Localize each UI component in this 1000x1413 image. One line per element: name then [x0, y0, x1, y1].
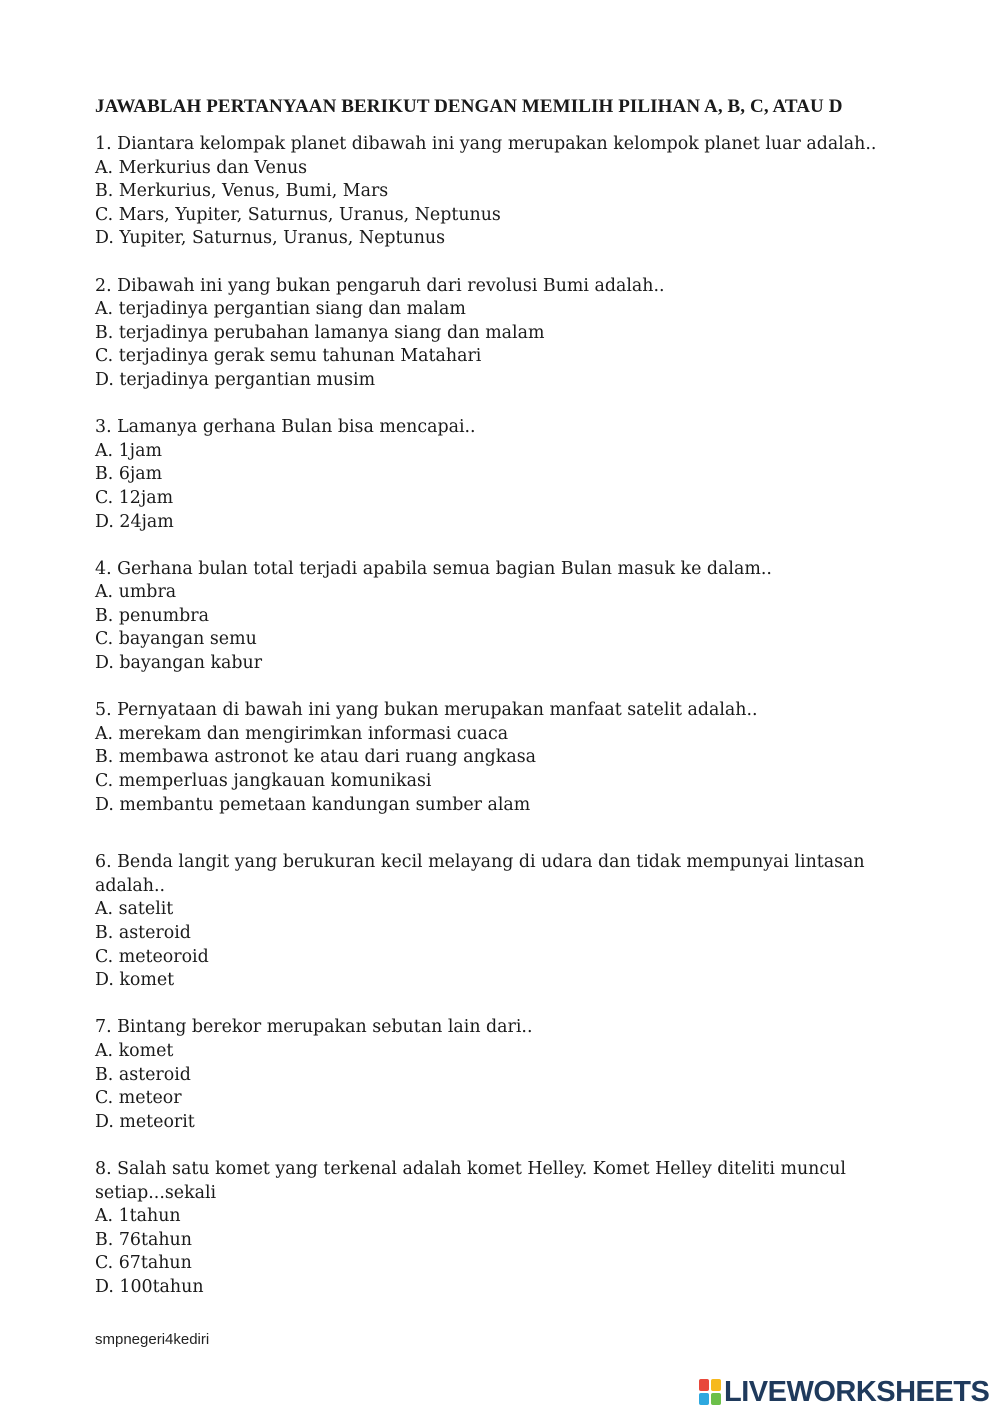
option-a[interactable]: A. Merkurius dan Venus — [95, 157, 308, 178]
option-b[interactable]: B. asteroid — [95, 923, 191, 943]
logo-square-2 — [711, 1379, 721, 1391]
option-b[interactable]: B. Merkurius, Venus, Bumi, Mars — [95, 181, 389, 202]
option-d[interactable]: D. meteorit — [95, 1111, 195, 1132]
question-7 — [95, 1016, 915, 1134]
option-c[interactable]: C. terjadinya gerak semu tahunan Matahari — [95, 346, 482, 367]
question-2 — [95, 275, 915, 393]
question-text: 3. Lamanya gerhana Bulan bisa mencapai.. — [95, 417, 476, 438]
option-d[interactable]: D. bayangan kabur — [95, 653, 263, 674]
option-b[interactable]: B. penumbra — [95, 605, 209, 626]
option-c[interactable]: C. meteoroid — [95, 946, 209, 967]
logo-square-4 — [711, 1393, 721, 1405]
question-3 — [95, 416, 915, 534]
school-footer: smpnegeri4kediri — [95, 1331, 210, 1348]
liveworksheets-logo-icon — [698, 1378, 722, 1406]
option-c[interactable]: C. Mars, Yupiter, Saturnus, Uranus, Neptunus — [95, 204, 501, 225]
option-a[interactable]: A. umbra — [95, 582, 177, 603]
option-b[interactable]: B. asteroid — [95, 1064, 191, 1085]
logo-square-3 — [699, 1393, 709, 1405]
option-d[interactable]: D. membantu pemetaan kandungan sumber alam — [95, 794, 531, 815]
page-title: JAWABLAH PERTANYAAN BERIKUT DENGAN MEMILIH PILIHAN A, B, C, ATAU D — [95, 96, 843, 117]
option-b[interactable]: B. 76tahun — [95, 1229, 192, 1250]
question-text: 4. Gerhana bulan total terjadi apabila semua bagian Bulan masuk ke dalam.. — [95, 558, 772, 579]
question-text: 2. Dibawah ini yang bukan pengaruh dari revolusi Bumi adalah.. — [95, 275, 665, 296]
option-c[interactable]: C. 67tahun — [95, 1253, 192, 1274]
option-c[interactable]: C. meteor — [95, 1088, 182, 1109]
option-a[interactable]: A. komet — [95, 1040, 174, 1061]
option-a[interactable]: A. merekam dan mengirimkan informasi cuaca — [95, 723, 509, 744]
question-text: 7. Bintang berekor merupakan sebutan lain dari.. — [95, 1017, 533, 1038]
question-4 — [95, 558, 915, 676]
liveworksheets-brand — [698, 1377, 989, 1407]
option-c[interactable]: C. bayangan semu — [95, 629, 257, 650]
option-d[interactable]: D. 100tahun — [95, 1276, 204, 1297]
question-5 — [95, 699, 915, 817]
option-c[interactable]: C. 12jam — [95, 487, 174, 508]
option-a[interactable]: A. 1tahun — [95, 1206, 181, 1227]
option-b[interactable]: B. 6jam — [95, 464, 163, 485]
option-d[interactable]: D. 24jam — [95, 511, 174, 532]
option-b[interactable]: B. terjadinya perubahan lamanya siang dan malam — [95, 322, 545, 343]
option-a[interactable]: A. satelit — [95, 899, 174, 920]
question-1 — [95, 133, 915, 251]
option-a[interactable]: A. terjadinya pergantian siang dan malam — [95, 299, 466, 320]
question-8 — [95, 1158, 915, 1300]
question-text: 5. Pernyataan di bawah ini yang bukan merupakan manfaat satelit adalah.. — [95, 700, 758, 721]
option-d[interactable]: D. terjadinya pergantian musim — [95, 369, 376, 390]
option-a[interactable]: A. 1jam — [95, 440, 162, 461]
logo-square-1 — [699, 1379, 709, 1391]
question-list — [95, 133, 915, 1300]
question-text: 6. Benda langit yang berukuran kecil melayang di udara dan tidak mempunyai lintasan adalah.. — [95, 852, 865, 896]
option-d[interactable]: D. komet — [95, 970, 175, 991]
question-text: 1. Diantara kelompak planet dibawah ini yang merupakan kelompok planet luar adalah.. — [95, 134, 877, 154]
question-6 — [95, 851, 915, 993]
option-d[interactable]: D. Yupiter, Saturnus, Uranus, Neptunus — [95, 228, 446, 249]
brand-name: LIVEWORKSHEETS — [724, 1376, 990, 1408]
option-b[interactable]: B. membawa astronot ke atau dari ruang angkasa — [95, 747, 536, 768]
option-c[interactable]: C. memperluas jangkauan komunikasi — [95, 771, 432, 792]
question-text: 8. Salah satu komet yang terkenal adalah komet Helley. Komet Helley diteliti muncul setiap...sekali — [95, 1158, 846, 1203]
